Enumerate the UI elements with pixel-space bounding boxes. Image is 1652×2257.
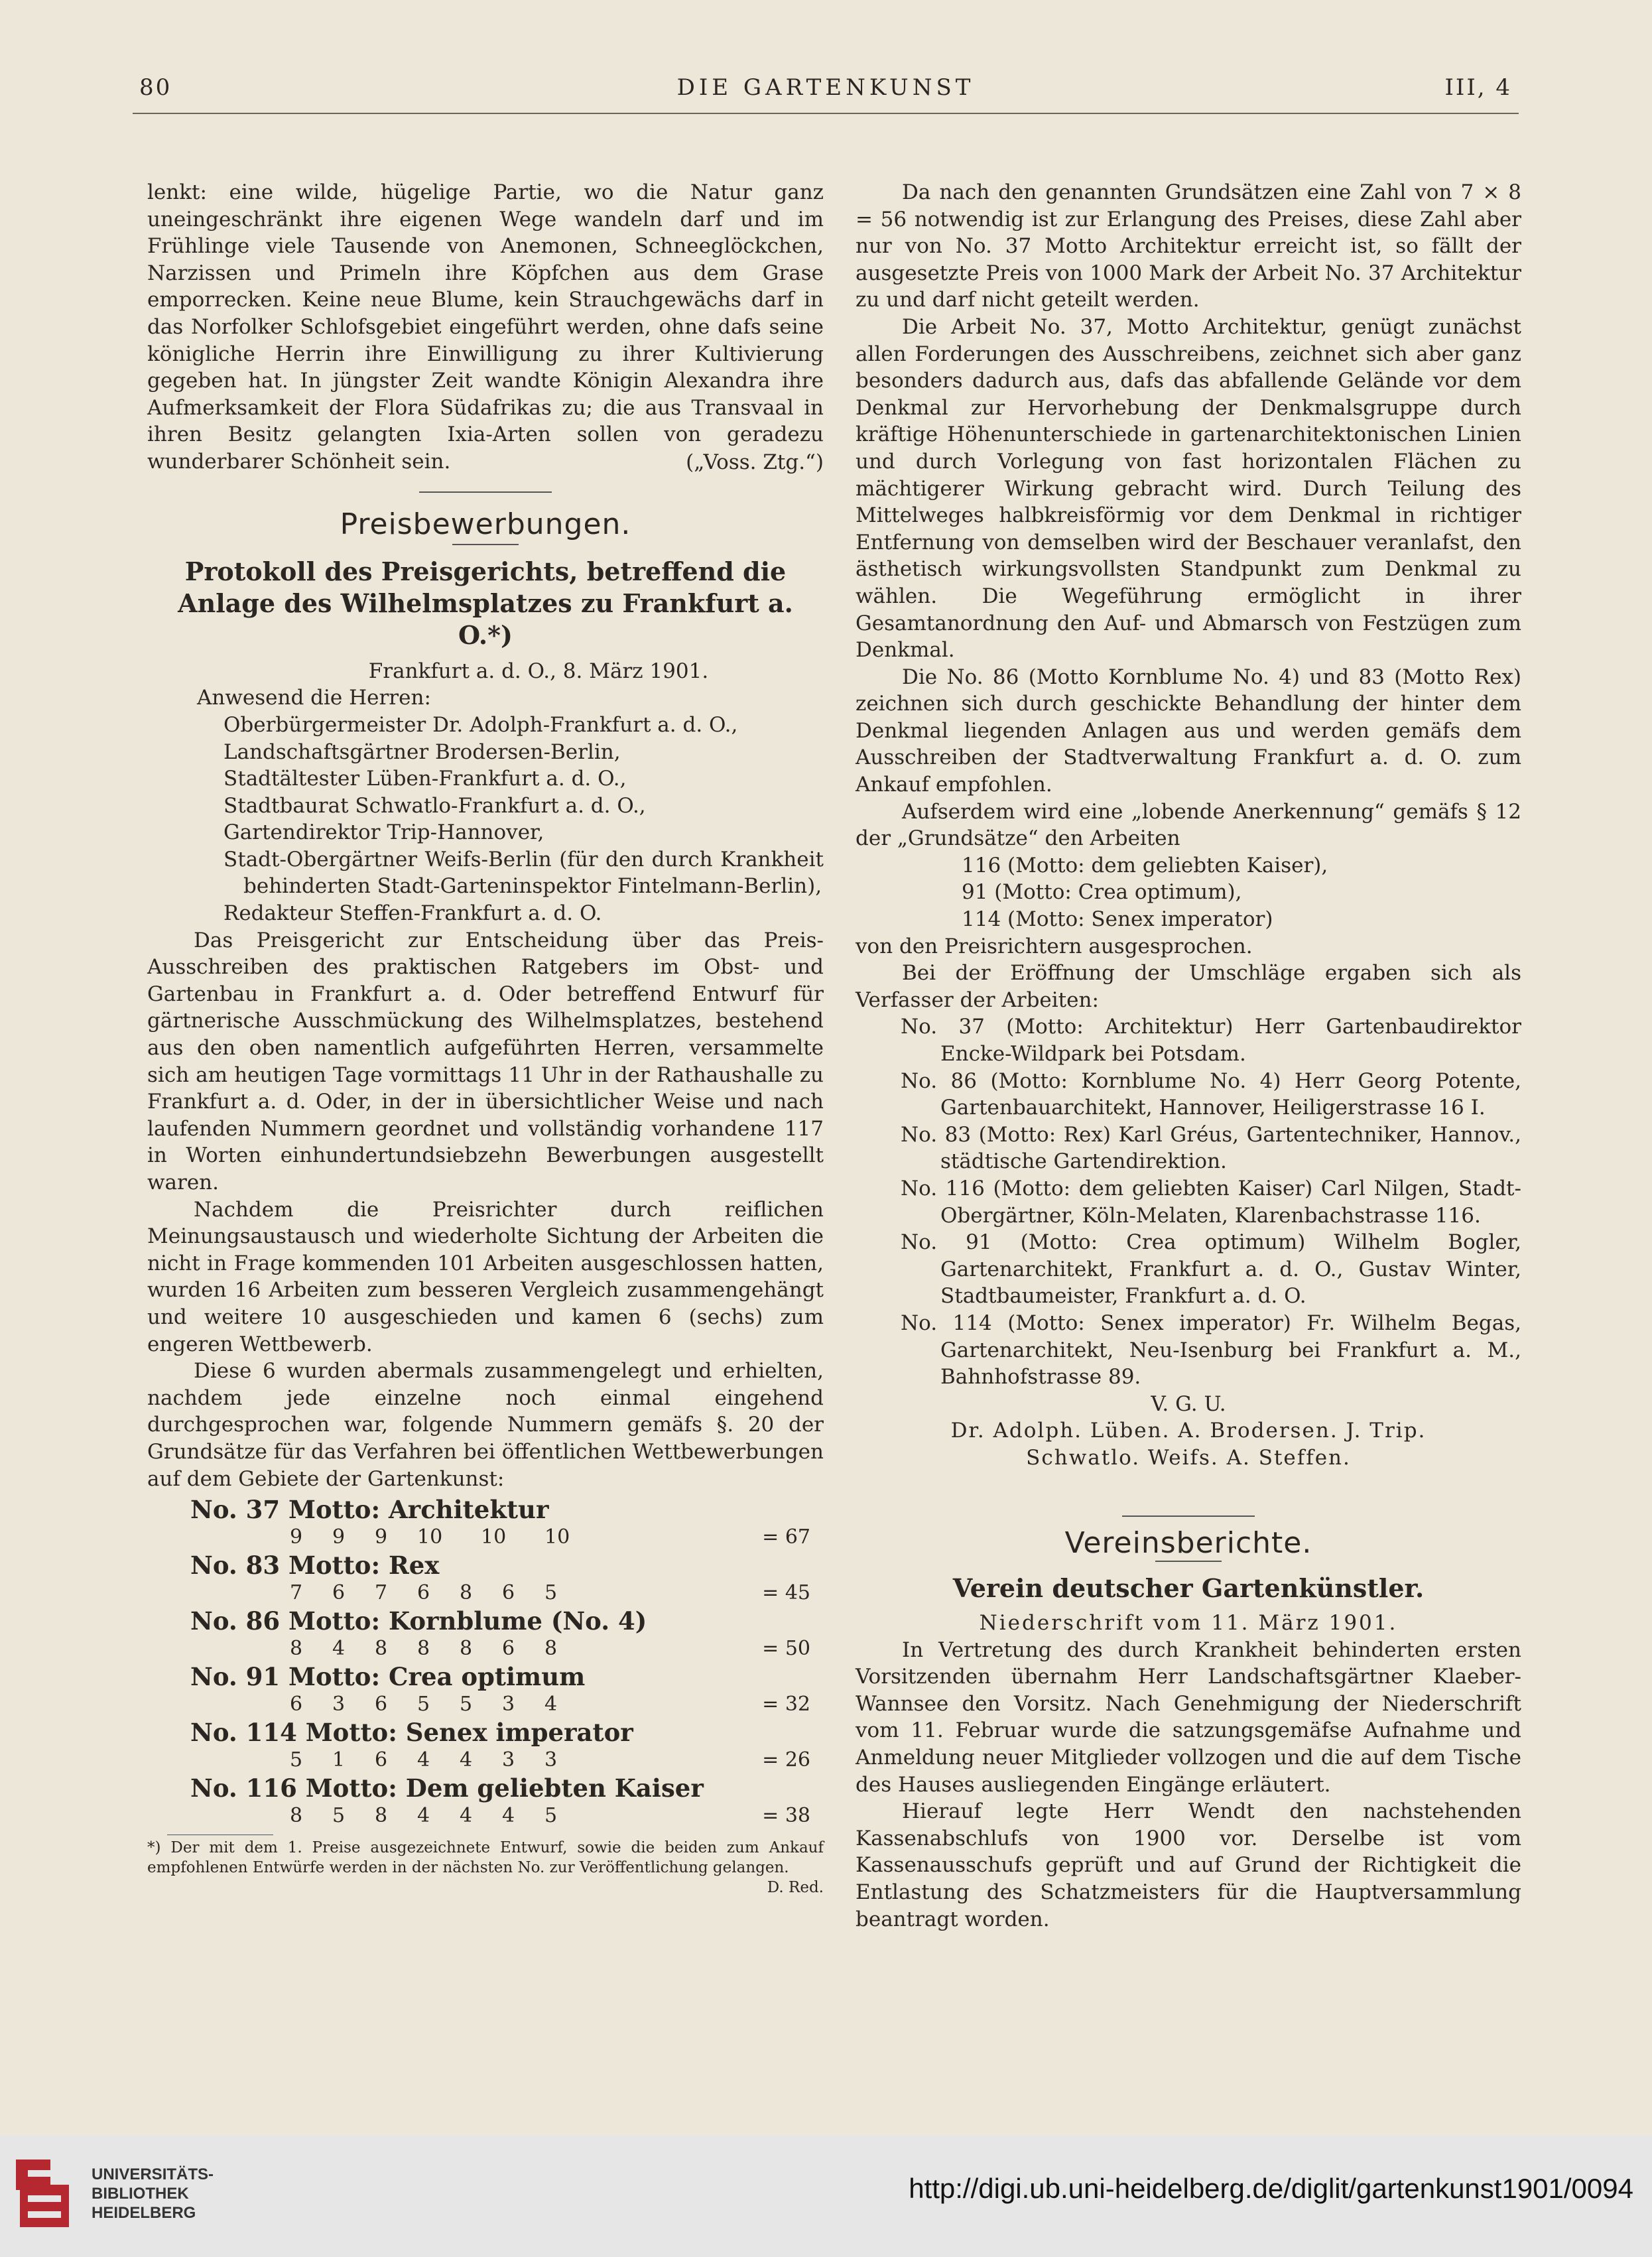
score-entry (147, 1662, 824, 1718)
score-value: 3 (502, 1693, 515, 1716)
library-name (92, 2165, 214, 2223)
score-value: 7 (290, 1581, 303, 1605)
score-value: 6 (332, 1581, 346, 1605)
score-value: 6 (417, 1581, 430, 1605)
score-value: 5 (544, 1581, 558, 1605)
score-entry (147, 1495, 824, 1551)
body-paragraph: Da nach den genannten Grundsätzen eine Zahl von 7 × 8 = 56 notwendig ist zur Erlangung des Preises, diese Zahl aber nur von No. 37 Motto Architektur erreicht ist, so fällt der ausgesetzte Preis von 1000 Mark der Arbeit No. 37 Architektur zu und darf nicht geteilt werden. (856, 180, 1521, 312)
library-name-line: HEIDELBERG (92, 2204, 196, 2222)
score-value: 4 (544, 1693, 558, 1716)
author-item: No. 116 (Motto: dem geliebten Kaiser) Carl Nilgen, Stadt-Obergärtner, Köln-Melaten, Klarenbachstrasse 116. (901, 1176, 1521, 1228)
score-value: 5 (544, 1804, 558, 1828)
minutes-date: Niederschrift vom 11. März 1901. (979, 1611, 1398, 1636)
score-value: 8 (375, 1637, 388, 1661)
volume-number: III, 4 (1444, 74, 1512, 101)
present-item: Stadt-Obergärtner Weifs-Berlin (für den durch Krankheit behinderten Stadt-Garteninspektor Fintelmann-Berlin), (223, 847, 824, 899)
score-value: 9 (290, 1525, 303, 1549)
score-values (147, 1691, 824, 1718)
body-paragraph: Nachdem die Preisrichter durch reiflichen Meinungsaustausch und wiederholte Sichtung der Arbeiten die nicht in Frage kommenden 101 Arbeiten ausgeschlossen hatten, wurden 16 Arbeiten zum besseren Vergleich zusammengehängt und weitere 10 ausgeschieden und kamen 6 (sechs) zum engeren Wettbewerb. (147, 1197, 824, 1356)
body-paragraph: Die No. 86 (Motto Kornblume No. 4) und 83 (Motto Rex) zeichnen sich durch geschickte Behandlung der hinter dem Denkmal liegenden Anlagen aus und werden gemäfs dem Ausschreiben der Stadtverwaltung Frankfurt a. d. O. zum Ankauf empfohlen. (856, 665, 1521, 797)
running-header (139, 74, 1512, 114)
score-motto: No. 91 Motto: Crea optimum (190, 1662, 586, 1692)
protocol-title: Protokoll des Preisgerichts, betreffend die Anlage des Wilhelmsplatzes zu Frankfurt a. O.*) (178, 556, 793, 650)
vgu-line: V. G. U. (1151, 1391, 1226, 1416)
body-paragraph: Bei der Eröffnung der Umschläge ergaben sich als Verfasser der Arbeiten: (856, 961, 1521, 1012)
score-value: 8 (290, 1637, 303, 1661)
author-item: No. 86 (Motto: Kornblume No. 4) Herr Georg Potente, Gartenbauarchitekt, Hannover, Heiligerstrasse 16 I. (901, 1068, 1521, 1120)
section-heading-vereinsberichte: Vereinsberichte. (1064, 1525, 1312, 1560)
score-value: 8 (375, 1804, 388, 1828)
score-value: 4 (417, 1748, 430, 1772)
library-name-line: BIBLIOTHEK (92, 2185, 189, 2203)
section-divider (419, 491, 552, 493)
recognition-list (856, 852, 1521, 933)
score-values (147, 1580, 824, 1606)
score-value: 4 (460, 1804, 473, 1828)
score-motto: No. 86 Motto: Kornblume (No. 4) (190, 1606, 647, 1636)
signatures: Schwatlo. Weifs. A. Steffen. (1026, 1445, 1351, 1470)
score-table (147, 1495, 824, 1829)
score-value: 5 (332, 1804, 346, 1828)
author-item: No. 114 (Motto: Senex imperator) Fr. Wilhelm Begas, Gartenarchitekt, Neu-Isenburg bei Frankfurt a. M., Bahnhofstrasse 89. (901, 1311, 1521, 1389)
score-value: 3 (332, 1693, 346, 1716)
score-value: 5 (417, 1693, 430, 1716)
score-value: 8 (460, 1637, 473, 1661)
present-item: Gartendirektor Trip-Hannover, (223, 820, 544, 845)
score-value: 7 (375, 1581, 388, 1605)
body-paragraph: Hierauf legte Herr Wendt den nachstehenden Kassenabschlufs von 1900 vor. Derselbe ist vom Kassenausschufs geprüft und auf Grund der Richtigkeit die Entlastung des Schatzmeisters für die Hauptversammlung beantragt worden. (856, 1799, 1521, 1931)
score-total: = 26 (762, 1748, 810, 1772)
present-item: Landschaftsgärtner Brodersen-Berlin, (223, 740, 621, 764)
body-paragraph: Die Arbeit No. 37, Motto Architektur, genügt zunächst allen Forderungen des Ausschreibens, zeichnet sich aber ganz besonders dadurch aus, dafs das abfallende Gelände vor dem Denkmal zur Hervorhebung der Denkmalsgruppe durch kräftige Höhenunterschiede in gartenarchitektonischen Linien und durch Vorlegung von fast horizontalen Flächen zu mächtigerer Wirkung gebracht wird. Durch Teilung des Mittelweges halbkreisförmig vor dem Denkmal in richtiger Entfernung von demselben wird der Beschauer veranlafst, den ästhetisch wirkungsvollsten Standpunkt zum Denkmal zu wählen. Die Wegeführung ermöglicht in ihrer Gesamtanordnung den Auf- und Abmarsch von Festzügen zum Denkmal. (856, 314, 1521, 663)
present-item: Redakteur Steffen-Frankfurt a. d. O. (223, 901, 602, 926)
present-item: Stadtältester Lüben-Frankfurt a. d. O., (223, 767, 627, 791)
score-value: 10 (417, 1525, 443, 1549)
footer-bar (0, 2136, 1652, 2257)
score-value: 8 (544, 1637, 558, 1661)
score-value: 5 (460, 1693, 473, 1716)
score-motto: No. 114 Motto: Senex imperator (190, 1718, 633, 1748)
score-motto: No. 37 Motto: Architektur (190, 1495, 549, 1525)
score-value: 9 (375, 1525, 388, 1549)
score-value: 8 (417, 1637, 430, 1661)
section-divider (452, 544, 519, 545)
score-value: 6 (375, 1693, 388, 1716)
body-paragraph: Das Preisgericht zur Entscheidung über das Preis-Ausschreiben des praktischen Ratgebers im Obst- und Gartenbau in Frankfurt a. d. Oder betreffend Entwurf für gärtnerische Ausschmückung des Wilhelmsplatzes, bestehend aus den oben namentlich aufgeführten Herren, versammelte sich am heutigen Tage vormittags 11 Uhr in der Rathaushalle zu Frankfurt a. d. Oder, in der in übersichtlicher Weise und nach laufenden Nummern geordnet und vollständig vorhandene 117 in Worten einhundertundsiebzehn Bewerbungen ausgestellt waren. (147, 928, 824, 1194)
score-value: 8 (290, 1804, 303, 1828)
score-values (147, 1803, 824, 1829)
score-value: 3 (544, 1748, 558, 1772)
score-value: 10 (481, 1525, 507, 1549)
score-entry (147, 1551, 824, 1606)
score-entry (147, 1718, 824, 1773)
body-paragraph: Aufserdem wird eine „lobende Anerkennung“ gemäfs § 12 der „Grundsätze“ den Arbeiten (856, 799, 1521, 851)
footnote-signature: D. Red. (767, 1879, 824, 1897)
source-url-link[interactable]: http://digi.ub.uni-heidelberg.de/diglit/gartenkunst1901/0094 (909, 2173, 1633, 2204)
section-divider (1122, 1515, 1255, 1517)
score-total: = 50 (762, 1637, 810, 1661)
score-value: 9 (332, 1525, 346, 1549)
score-value: 6 (375, 1748, 388, 1772)
score-total: = 38 (762, 1804, 810, 1828)
score-motto: No. 116 Motto: Dem geliebten Kaiser (190, 1773, 704, 1803)
score-value: 6 (502, 1637, 515, 1661)
journal-title: DIE GARTENKUNST (676, 74, 975, 101)
place-date: Frankfurt a. d. O., 8. März 1901. (368, 659, 709, 683)
score-total: = 32 (762, 1693, 810, 1716)
intro-source: („Voss. Ztg.“) (686, 450, 824, 474)
body-paragraph: von den Preisrichtern ausgesprochen. (856, 934, 1253, 958)
body-paragraph: In Vertretung des durch Krankheit behinderten ersten Vorsitzenden übernahm Herr Landschaftsgärtner Klaeber-Wannsee den Vorsitz. Nach Genehmigung der Niederschrift vom 11. Februar wurde die satzungsgemäfse Aufnahme und Anmeldung neuer Mitglieder vollzogen und die auf dem Tische des Hauses ausliegenden Eingänge erläutert. (856, 1638, 1521, 1797)
intro-paragraph: lenkt: eine wilde, hügelige Partie, wo die Natur ganz uneingeschränkt ihre eigenen Wege wandeln darf und im Frühlinge viele Tausende von Anemonen, Schneeglöckchen, Narzissen und Primeln ihre Köpfchen aus dem Grase emporrecken. Keine neue Blume, kein Strauchgewächs darf in das Norfolker Schlofsgebiet eingeführt werden, ohne dafs seine königliche Herrin ihre Einwilligung zu ihrer Kultivierung gegeben hat. In jüngster Zeit wandte Königin Alexandra ihre Aufmerksamkeit der Flora Südafrikas zu; die aus Transvaal in ihren Besitz gelangten Ixia-Arten sollen von geradezu wunderbarer Schönheit sein. (147, 180, 824, 474)
recognition-item: 114 (Motto: Senex imperator) (962, 907, 1273, 932)
section-divider (1155, 1561, 1222, 1562)
present-intro: Anwesend die Herren: (197, 686, 431, 710)
score-value: 4 (502, 1804, 515, 1828)
score-value: 6 (290, 1693, 303, 1716)
score-value: 4 (460, 1748, 473, 1772)
author-item: No. 83 (Motto: Rex) Karl Gréus, Gartentechniker, Hannov., städtische Gartendirektion. (901, 1122, 1521, 1174)
section-heading-preisbewerbungen: Preisbewerbungen. (340, 507, 631, 542)
page-number: 80 (139, 74, 172, 101)
recognition-item: 116 (Motto: dem geliebten Kaiser), (962, 853, 1328, 877)
score-value: 4 (332, 1637, 346, 1661)
university-logo-icon (16, 2160, 73, 2232)
library-name-line: UNIVERSITÄTS- (92, 2165, 214, 2183)
present-list (147, 712, 824, 927)
score-value: 10 (544, 1525, 570, 1549)
score-values (147, 1636, 824, 1662)
header-rule (133, 113, 1519, 114)
score-total: = 45 (762, 1581, 810, 1605)
left-column (147, 179, 824, 1898)
author-item: No. 91 (Motto: Crea optimum) Wilhelm Bogler, Gartenarchitekt, Frankfurt a. d. O., Gustav Winter, Stadtbaumeister, Frankfurt a. d. O. (901, 1230, 1521, 1309)
footnote: *) Der mit dem 1. Preise ausgezeichnete Entwurf, sowie die beiden zum Ankauf empfohlenen Entwürfe werden in der nächsten No. zur Veröffentlichung gelangen. (147, 1839, 824, 1877)
score-entry (147, 1606, 824, 1662)
score-value: 8 (460, 1581, 473, 1605)
score-value: 1 (332, 1748, 346, 1772)
signatures: Dr. Adolph. Lüben. A. Brodersen. J. Trip. (950, 1419, 1427, 1443)
score-motto: No. 83 Motto: Rex (190, 1551, 440, 1580)
body-paragraph: Diese 6 wurden abermals zusammengelegt und erhielten, nachdem jede einzelne noch einmal eingehend durchgesprochen war, folgende Nummern gemäfs §. 20 der Grundsätze für das Verfahren bei öffentlichen Wettbewerbungen auf dem Gebiete der Gartenkunst: (147, 1359, 824, 1491)
score-values (147, 1747, 824, 1773)
score-value: 3 (502, 1748, 515, 1772)
score-value: 4 (417, 1804, 430, 1828)
right-column (856, 179, 1521, 1933)
recognition-item: 91 (Motto: Crea optimum), (962, 880, 1242, 905)
present-item: Oberbürgermeister Dr. Adolph-Frankfurt a. d. O., (223, 712, 738, 737)
present-item: Stadtbaurat Schwatlo-Frankfurt a. d. O., (223, 793, 646, 818)
score-value: 5 (290, 1748, 303, 1772)
score-value: 6 (502, 1581, 515, 1605)
score-values (147, 1524, 824, 1551)
authors-list (856, 1013, 1521, 1390)
verein-title: Verein deutscher Gartenkünstler. (952, 1573, 1425, 1604)
score-entry (147, 1773, 824, 1829)
score-total: = 67 (762, 1525, 810, 1549)
author-item: No. 37 (Motto: Architektur) Herr Gartenbaudirektor Encke-Wildpark bei Potsdam. (901, 1015, 1521, 1066)
